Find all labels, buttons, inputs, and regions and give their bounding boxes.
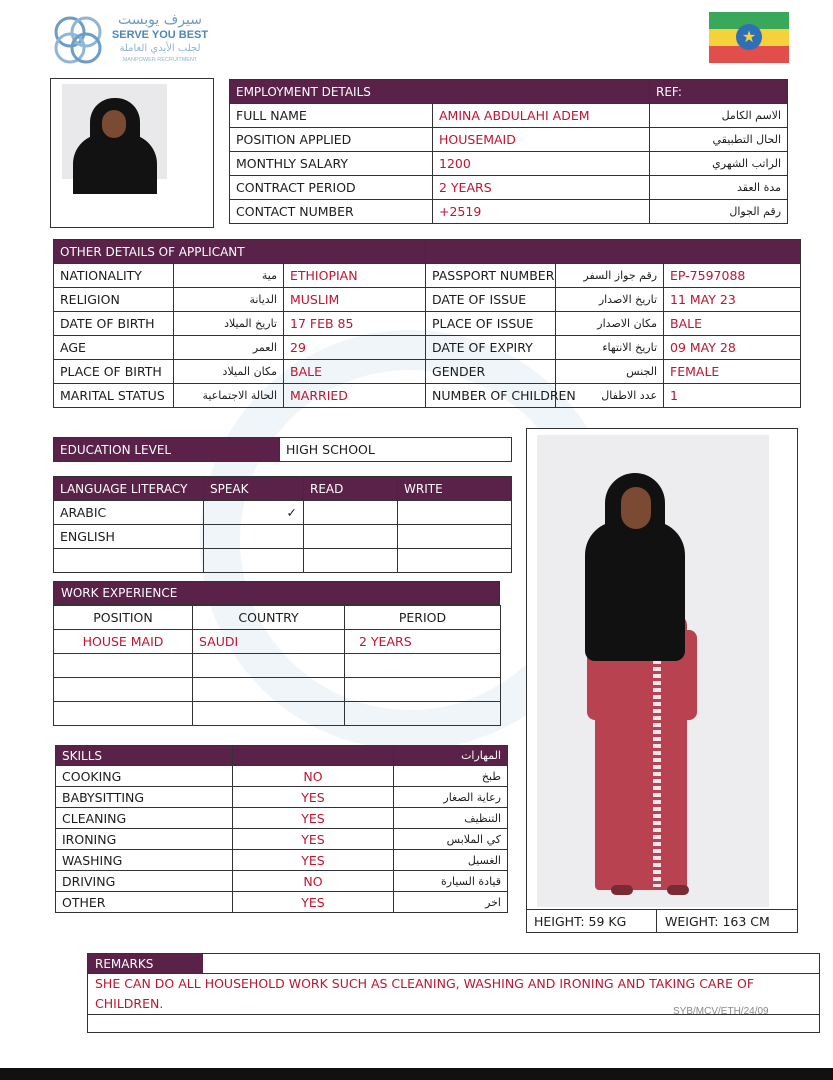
education-table [53,437,512,462]
nationality-arabic: مية [174,264,284,288]
height-label: HEIGHT: 59 KG [527,909,657,933]
language-empty [54,549,204,573]
other-details-header: OTHER DETAILS OF APPLICANT [54,240,426,264]
work-period [345,654,501,678]
country-column-header: COUNTRY [193,606,345,630]
position-applied-label: POSITION APPLIED [230,128,433,152]
read-header: READ [304,477,398,501]
logo-arabic-tagline: لجلب الأيدي العاملة [119,43,201,54]
skill-babysitting-label: BABYSITTING [56,787,233,808]
place-of-issue-value: BALE [664,312,801,336]
logo-english-name: SERVE YOU BEST [111,29,209,41]
place-of-issue-label: PLACE OF ISSUE [426,312,556,336]
work-period: 2 YEARS [345,630,501,654]
work-country [193,654,345,678]
skill-ironing-arabic: كي الملابس [394,829,508,850]
monthly-salary-label: MONTHLY SALARY [230,152,433,176]
skill-driving-label: DRIVING [56,871,233,892]
date-of-expiry-label: DATE OF EXPIRY [426,336,556,360]
age-value: 29 [284,336,426,360]
work-period [345,702,501,726]
ethiopia-flag [709,12,789,63]
date-of-issue-value: 11 MAY 23 [664,288,801,312]
date-of-birth-value: 17 FEB 85 [284,312,426,336]
skill-washing-label: WASHING [56,850,233,871]
contract-period-arabic: مدة العقد [650,176,788,200]
date-of-issue-label: DATE OF ISSUE [426,288,556,312]
skill-ironing-value: YES [233,829,394,850]
arabic-write [398,501,512,525]
monthly-salary-value: 1200 [433,152,650,176]
reference-code: SYB/MCV/ETH/24/09 [673,1006,769,1017]
skill-ironing-label: IRONING [56,829,233,850]
language-arabic: ARABIC [54,501,204,525]
skill-cooking-label: COOKING [56,766,233,787]
contact-number-label: CONTACT NUMBER [230,200,433,224]
skill-cleaning-arabic: التنظيف [394,808,508,829]
full-name-label: FULL NAME [230,104,433,128]
marital-status-value: MARRIED [284,384,426,408]
speak-header: SPEAK [204,477,304,501]
other-details-table [53,239,801,408]
nationality-value: ETHIOPIAN [284,264,426,288]
skill-cleaning-value: YES [233,808,394,829]
empty-write [398,549,512,573]
religion-value: MUSLIM [284,288,426,312]
skills-table [55,745,508,913]
skill-driving-value: NO [233,871,394,892]
arabic-read [304,501,398,525]
contract-period-value: 2 YEARS [433,176,650,200]
arabic-speak-check-icon: ✓ [204,501,304,525]
remarks-text-line2: CHILDREN. [95,996,164,1011]
flag-emblem-icon: ★ [736,24,762,50]
empty-speak [204,549,304,573]
nationality-label: NATIONALITY [54,264,174,288]
date-of-issue-arabic: تاريخ الاصدار [556,288,664,312]
skill-babysitting-arabic: رعاية الصغار [394,787,508,808]
passport-number-arabic: رقم جواز السفر [556,264,664,288]
place-of-issue-arabic: مكان الاصدار [556,312,664,336]
passport-number-value: EP-7597088 [664,264,801,288]
write-header: WRITE [398,477,512,501]
company-logo [52,12,212,72]
full-name-value: AMINA ABDULAHI ADEM [433,104,650,128]
logo-english-tagline: MANPOWER RECRUITMENT [122,57,198,63]
religion-arabic: الديانة [174,288,284,312]
date-of-expiry-value: 09 MAY 28 [664,336,801,360]
applicant-full-photo [537,435,769,907]
number-of-children-value: 1 [664,384,801,408]
place-of-birth-value: BALE [284,360,426,384]
ref-label: REF: [650,80,788,104]
date-of-birth-arabic: تاريخ الميلاد [174,312,284,336]
skill-other-label: OTHER [56,892,233,913]
language-english: ENGLISH [54,525,204,549]
work-experience-header: WORK EXPERIENCE [53,581,500,605]
full-name-arabic: الاسم الكامل [650,104,788,128]
work-position [54,702,193,726]
english-read [304,525,398,549]
skill-cooking-value: NO [233,766,394,787]
employment-details-table [229,79,788,224]
gender-arabic: الجنس [556,360,664,384]
education-level-value: HIGH SCHOOL [280,438,512,462]
skill-babysitting-value: YES [233,787,394,808]
work-country [193,678,345,702]
language-literacy-header: LANGUAGE LITERACY [54,477,204,501]
contact-number-value: +2519 [433,200,650,224]
monthly-salary-arabic: الراتب الشهري [650,152,788,176]
date-of-birth-label: DATE OF BIRTH [54,312,174,336]
work-period [345,678,501,702]
age-arabic: العمر [174,336,284,360]
education-level-label: EDUCATION LEVEL [54,438,280,462]
employment-details-header: EMPLOYMENT DETAILS [230,80,650,104]
english-speak [204,525,304,549]
skill-washing-value: YES [233,850,394,871]
empty-read [304,549,398,573]
position-column-header: POSITION [54,606,193,630]
logo-knot-icon [52,12,104,68]
skill-cooking-arabic: طبخ [394,766,508,787]
language-literacy-table [53,476,512,573]
skill-washing-arabic: الغسيل [394,850,508,871]
age-label: AGE [54,336,174,360]
skills-header-arabic: المهارات [394,746,508,766]
applicant-headshot [62,84,167,179]
contact-number-arabic: رقم الجوال [650,200,788,224]
work-position [54,678,193,702]
remarks-text-line1: SHE CAN DO ALL HOUSEHOLD WORK SUCH AS CLEANING, WASHING AND IRONING AND TAKING CARE OF [95,976,755,991]
marital-status-label: MARITAL STATUS [54,384,174,408]
full-body-photo-frame [526,428,798,933]
work-country [193,702,345,726]
work-position: HOUSE MAID [54,630,193,654]
gender-value: FEMALE [664,360,801,384]
period-column-header: PERIOD [345,606,501,630]
remarks-header: REMARKS [88,954,203,973]
position-applied-arabic: الحال التطبيقي [650,128,788,152]
number-of-children-arabic: عدد الاطفال [556,384,664,408]
remarks-section [87,953,820,1033]
work-country: SAUDI [193,630,345,654]
weight-label: WEIGHT: 163 CM [657,909,797,933]
logo-arabic-name: سيرف يوبست [118,12,202,28]
place-of-birth-label: PLACE OF BIRTH [54,360,174,384]
work-position [54,654,193,678]
marital-status-arabic: الحالة الاجتماعية [174,384,284,408]
english-write [398,525,512,549]
passport-number-label: PASSPORT NUMBER [426,264,556,288]
bottom-strip [0,1068,833,1080]
contract-period-label: CONTRACT PERIOD [230,176,433,200]
skill-other-value: YES [233,892,394,913]
skill-driving-arabic: قيادة السيارة [394,871,508,892]
position-applied-value: HOUSEMAID [433,128,650,152]
date-of-expiry-arabic: تاريخ الانتهاء [556,336,664,360]
religion-label: RELIGION [54,288,174,312]
applicant-photo-frame [50,78,214,228]
skills-header: SKILLS [56,746,233,766]
number-of-children-label: NUMBER OF CHILDREN [426,384,556,408]
work-experience-table [53,605,501,726]
skill-other-arabic: اخر [394,892,508,913]
place-of-birth-arabic: مكان الميلاد [174,360,284,384]
gender-label: GENDER [426,360,556,384]
skill-cleaning-label: CLEANING [56,808,233,829]
